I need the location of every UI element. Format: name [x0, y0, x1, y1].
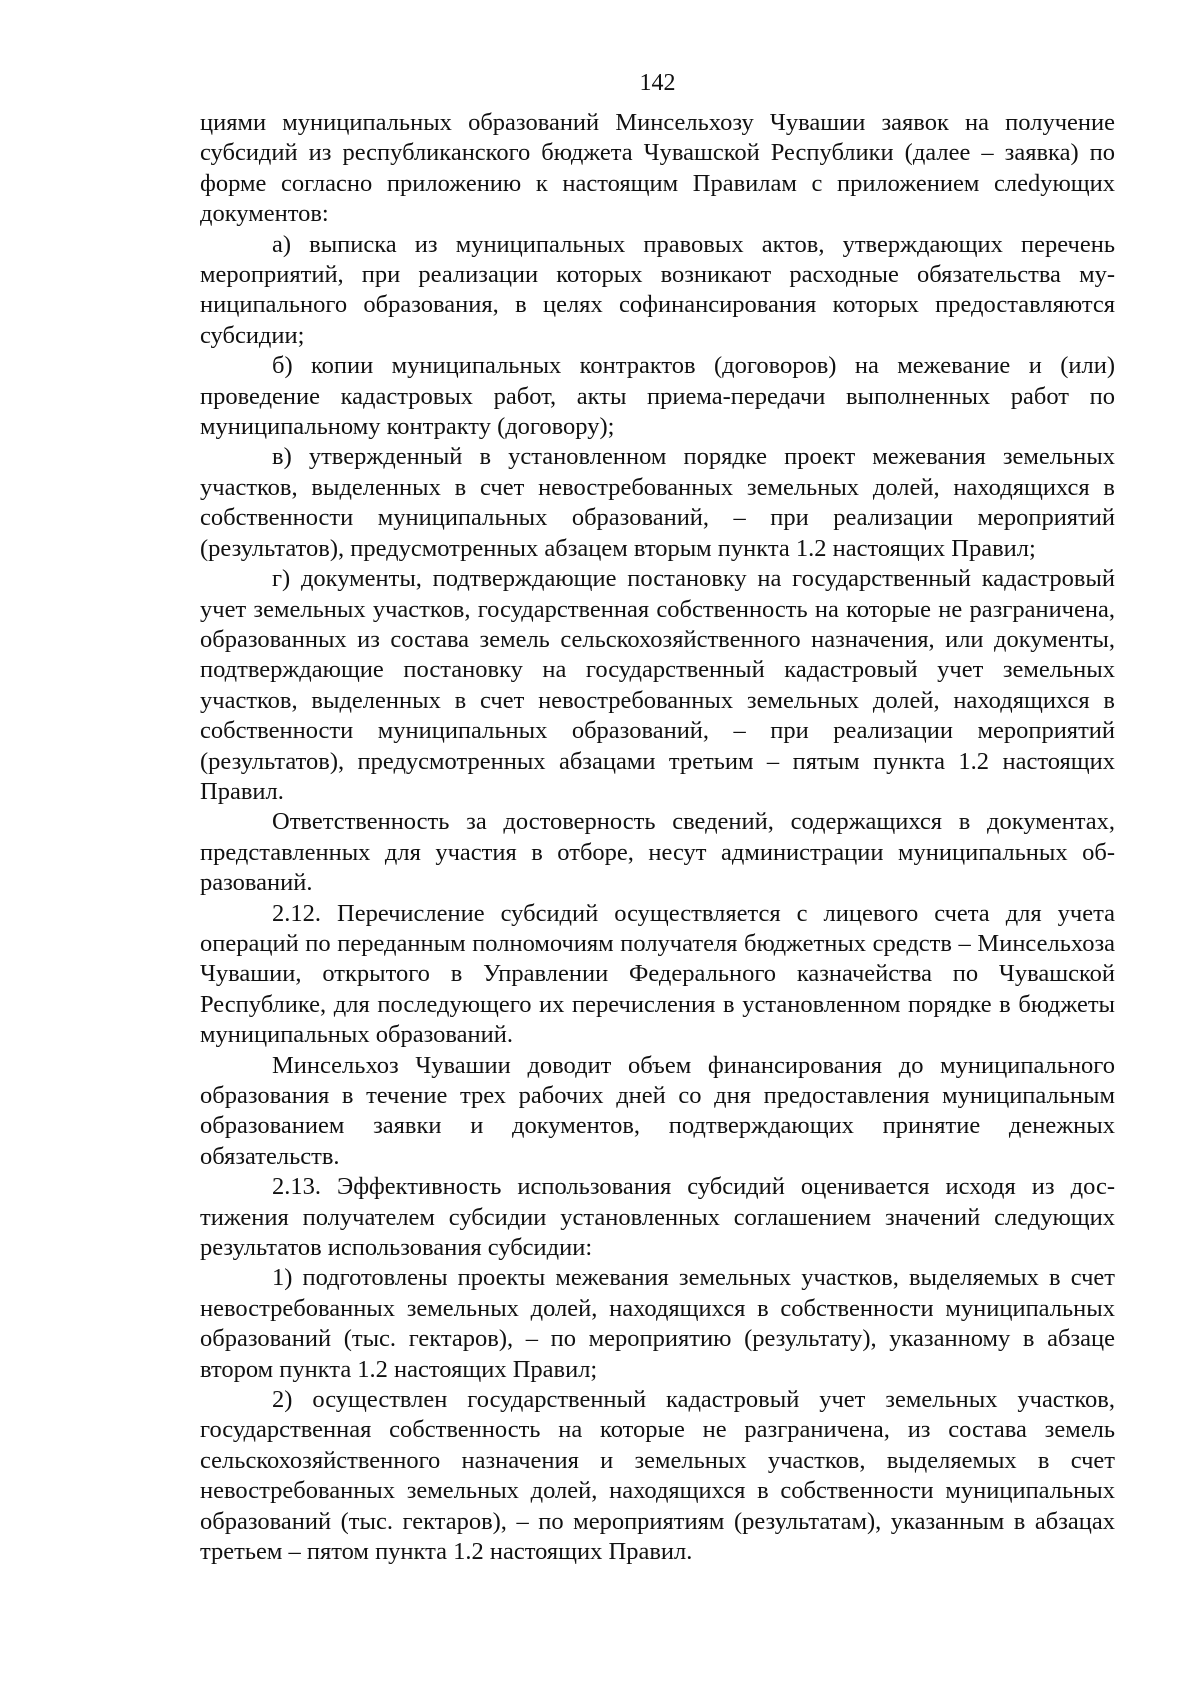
paragraph-section-2-13: 2.13. Эффективность использования субсидий оценивается исходя из достижения получателем субсидии установленных соглашением значений следующих результатов использования субсидии:: [200, 1173, 1115, 1262]
paragraph-item-b: б) копии муниципальных контрактов (договоров) на межевание и (или) проведение кадастровых работ, акты приема-передачи выполненных работ по муниципальному контракту (договору);: [200, 352, 1115, 441]
paragraph-financing: Минсельхоз Чувашии доводит объем финансирования до муниципального образования в течение трех рабочих дней со дня предоставления муниципальным образованием заявки и документов, подтверждающих принятие денежных обязательств.: [200, 1051, 1115, 1170]
paragraph-responsibility: Ответственность за достоверность сведений, содержащихся в документах, представленных для участия в отборе, несут администрации муниципальных образований.: [200, 808, 1115, 897]
page-number: 142: [639, 70, 676, 96]
paragraph-item-a: а) выписка из муниципальных правовых актов, утверждающих перечень мероприятий, при реализации которых возникают расходные обязательства муниципального образования, в целях софинансирования которых предоставляются субсидии;: [200, 230, 1115, 349]
paragraph-item-v: в) утвержденный в установленном порядке проект межевания земельных участков, выделенных в счет невостребованных земельных долей, находящихся в собственности муниципальных образований, – при реализации мероприятий (результатов), предусмотренных абзацем вторым пункта 1.2 настоящих Правил;: [200, 443, 1115, 562]
paragraph-item-g: г) документы, подтверждающие постановку на государственный кадастровый учет земельных участков, государственная собственность на которые не разграничена, образованных из состава земель сельскохозяйственного назначения, или документы, подтверждающие постановку на государственный кадастровый учет земельных участков, выделенных в счет невостребованных земельных долей, находящихся в собственности муниципальных образований, – при реализации мероприятий (результатов), предусмотренных абзацами третьим – пятым пункта 1.2 настоящих Правил.: [200, 565, 1115, 805]
document-page: [200, 68, 1115, 1568]
paragraph-result-1: 1) подготовлены проекты межевания земельных участков, выделяемых в счет невостребованных земельных долей, находящихся в собственности муниципальных образований (тыс. гектаров), – по мероприятию (результату), указанному в абзаце втором пункта 1.2 настоящих Правил;: [200, 1264, 1115, 1383]
paragraph-section-2-12: 2.12. Перечисление субсидий осуществляется с лицевого счета для учета операций по переданным полномочиям получателя бюджетных средств – Минсельхоза Чувашии, открытого в Управлении Федерального казначейства по Чувашской Республике, для последующего их перечисления в установленном порядке в бюджеты муниципальных образований.: [200, 899, 1115, 1049]
paragraph-result-2: 2) осуществлен государственный кадастровый учет земельных участков, государственная собственность на которые не разграничена, из состава земель сельскохозяйственного назначения и земельных участков, выделяемых в счет невостребованных земельных долей, находящихся в собственности муниципальных образований (тыс. гектаров), – по мероприятиям (результатам), указанным в абзацах третьем – пятом пункта 1.2 настоящих Правил.: [200, 1386, 1115, 1566]
paragraph-continuation: циями муниципальных образований Минсельхозу Чувашии заявок на получение субсидий из республиканского бюджета Чувашской Республики (далее – заявка) по форме согласно приложению к настоящим Правилам с приложением слеdующих документов:: [200, 109, 1115, 228]
